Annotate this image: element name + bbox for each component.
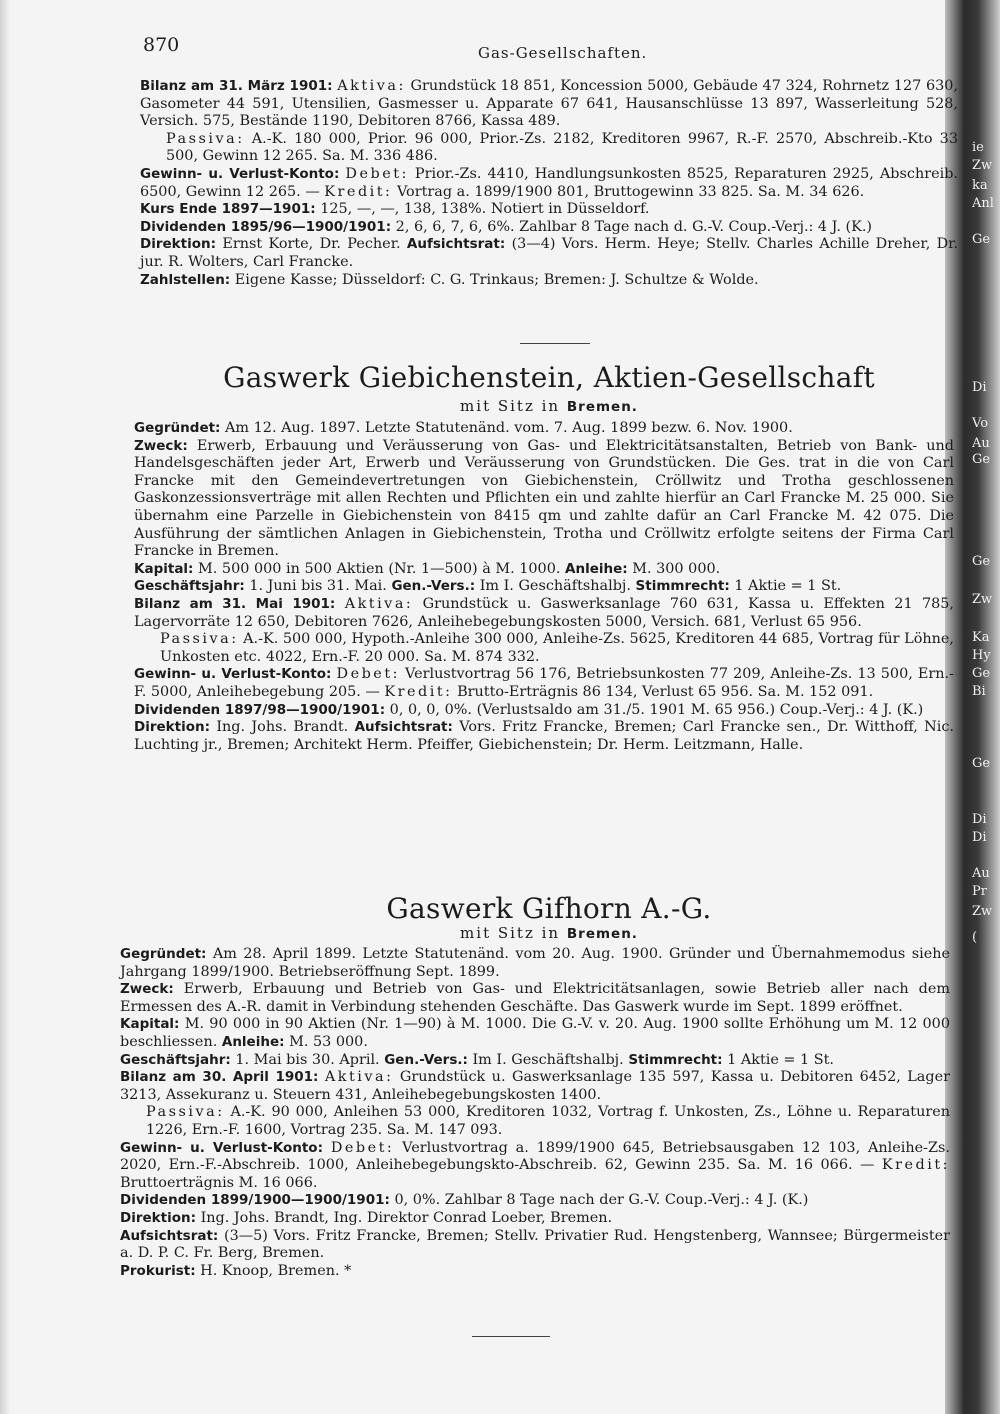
- liabilities-label: Passiva:: [166, 130, 245, 147]
- company-seat-gifhorn: [140, 924, 958, 942]
- fiscal-year-text: 1. Juni bis 31. Mai.: [249, 578, 387, 595]
- capital-paragraph: [120, 1016, 950, 1051]
- stock-price-label: Kurs Ende 1897—1901:: [140, 201, 316, 218]
- dividends-label: Dividenden 1897/98—1900/1901:: [134, 701, 386, 718]
- management-paragraph: [134, 719, 954, 754]
- purpose-paragraph: [134, 438, 954, 561]
- credit-text: Bruttoerträgnis M. 16 066.: [120, 1174, 318, 1191]
- capital-label: Kapital:: [120, 1016, 180, 1033]
- assets-label: Aktiva:: [344, 595, 414, 612]
- company-seat-giebichenstein: [140, 397, 958, 415]
- company-title-gifhorn: Gaswerk Gifhorn A.-G.: [386, 892, 712, 925]
- margin-fragment: Bi: [972, 684, 986, 699]
- fiscal-year-paragraph: [120, 1052, 950, 1070]
- previous-company-entry: [140, 78, 958, 289]
- liabilities-paragraph: [134, 631, 954, 666]
- purpose-text: Erwerb, Erbauung und Betrieb von Gas- und Elektricitätsanlagen, sowie Betrieb aller nach dem Ermessen des A.-R. damit in Verbindung stehenden Geschäfte. Das Gaswerk wurde im Sept. 1899 eröffnet.: [120, 981, 951, 1015]
- assets-label: Aktiva:: [337, 78, 406, 94]
- credit-label: Kredit:: [881, 1157, 950, 1174]
- margin-fragment: Vo: [972, 416, 989, 431]
- seat-prefix: mit Sitz in: [460, 924, 561, 942]
- debit-text: Prior.-Zs. 4410, Handlungsunkosten 8525, Reparaturen 2925, Abschreib. 6500, Gewinn 12 265. —: [140, 165, 958, 200]
- procurator-paragraph: [120, 1263, 950, 1281]
- fiscal-year-text: 1. Mai bis 30. April.: [235, 1051, 380, 1068]
- margin-fragment: Zw: [972, 592, 993, 607]
- capital-text: M. 90 000 in 90 Aktien (Nr. 1—90) à M. 1000. Die G.-V. v. 20. Aug. 1900 sollte Erhöhung um M. 12 000 beschliessen.: [120, 1016, 950, 1050]
- profit-loss-label: Gewinn- u. Verlust-Konto:: [134, 666, 332, 683]
- liabilities-paragraph: [120, 1104, 950, 1139]
- profit-loss-label: Gewinn- u. Verlust-Konto:: [140, 165, 340, 182]
- procurator-text: H. Knoop, Bremen. *: [200, 1262, 352, 1279]
- paying-agents-paragraph: [140, 272, 958, 290]
- gifhorn-entry: [120, 946, 950, 1280]
- seat-prefix: mit Sitz in: [460, 397, 561, 415]
- seat-city: Bremen.: [566, 926, 638, 942]
- supervisory-board-paragraph: [120, 1228, 950, 1263]
- founded-text: Am 28. April 1899. Letzte Statutenänd. vom 20. Aug. 1900. Gründer und Übernahmemodus siehe Jahrgang 1899/1900. Betriebseröffnung Sept. 1899.: [120, 946, 951, 980]
- margin-fragment: Au: [972, 436, 990, 451]
- margin-fragment: Ge: [972, 232, 991, 247]
- balance-label: Bilanz am 31. Mai 1901:: [134, 595, 336, 612]
- margin-fragment: Pr: [972, 884, 987, 899]
- voting-right-label: Stimmrecht:: [628, 1051, 723, 1068]
- capital-label: Kapital:: [134, 560, 194, 577]
- dividends-label: Dividenden 1899/1900—1900/1901:: [120, 1192, 390, 1209]
- margin-fragment: Zw: [972, 158, 993, 173]
- fiscal-year-label: Geschäftsjahr:: [120, 1051, 231, 1068]
- assets-text: Grundstück u. Gaswerksanlage 135 597, Kassa u. Debitoren 6452, Lager 3213, Assekuranz u. Steuern 431, Anleihebegebungskosten 1400.: [120, 1069, 950, 1103]
- page-number: 870: [143, 34, 180, 56]
- debit-text: Verlustvortrag 56 176, Betriebsunkosten 77 209, Anleihe-Zs. 13 500, Ern.-F. 5000, Anleihebegebung 205. —: [134, 666, 954, 700]
- founded-paragraph: [134, 420, 954, 438]
- balance-sheet-paragraph: [134, 596, 954, 631]
- purpose-label: Zweck:: [134, 437, 188, 454]
- liabilities-text: A.-K. 500 000, Hypoth.-Anleihe 300 000, Anleihe-Zs. 5625, Kreditoren 44 685, Vortrag für Löhne, Unkosten etc. 4022, Ern.-F. 20 000. Sa. M. 874 332.: [160, 631, 954, 665]
- credit-text: Brutto-Erträgnis 86 134, Verlust 65 956. Sa. M. 152 091.: [457, 683, 874, 700]
- purpose-text: Erwerb, Erbauung und Veräusserung von Gas- und Elektricitätsanstalten, Betrieb von Bank- und Handelsgeschäften jeder Art, Erwerb und Veräusserung von Grundstücken. Die Ges. trat in die von Carl Francke mit den Gemeindevertretungen von Giebichenstein, Cröllwitz und Trotha geschlossenen Gaskonzessionsverträge mit allen Rechten und Pflichten ein und zahlte hierfür an Carl Francke M. 25 000. Sie übernahm eine Parzelle in Giebichenstein von 8415 qm und zahlte dafür an Carl Francke M. 42 075. Die Ausführung der sämtlichen Anlagen in Giebichenstein, Trotha und Cröllwitz erfolgte seitens der Firma Carl Francke in Bremen.: [134, 437, 954, 560]
- margin-fragment: Ge: [972, 452, 991, 467]
- debit-label: Debet:: [330, 1139, 395, 1156]
- section-divider: [520, 343, 590, 344]
- capital-text: M. 500 000 in 500 Aktien (Nr. 1—500) à M. 1000.: [198, 560, 561, 577]
- margin-fragment: Ge: [972, 554, 991, 569]
- margin-fragment: Di: [972, 380, 987, 395]
- company-title-giebichenstein: Gaswerk Giebichenstein, Aktien-Gesellschaft: [223, 361, 875, 394]
- end-divider: [472, 1336, 550, 1337]
- adjacent-page-margin: [968, 0, 998, 1414]
- loan-text: M. 53 000.: [289, 1033, 368, 1050]
- giebichenstein-entry: [134, 420, 954, 754]
- liabilities-label: Passiva:: [160, 631, 239, 648]
- stock-price-paragraph: [140, 201, 958, 219]
- liabilities-text: A.-K. 90 000, Anleihen 53 000, Kreditoren 1032, Vortrag f. Unkosten, Zs., Löhne u. Reparaturen 1226, Ern.-F. 1600, Vortrag 235. Sa. M. 147 093.: [146, 1104, 950, 1138]
- margin-fragment: Di: [972, 830, 987, 845]
- margin-fragment: Au: [972, 866, 990, 881]
- capital-paragraph: [134, 561, 954, 579]
- stock-price-text: 125, —, —, 138, 138%. Notiert in Düsseldorf.: [320, 201, 650, 218]
- balance-sheet-paragraph: [140, 78, 958, 131]
- supervisory-board-text: Vors. Fritz Francke, Bremen; Carl Francke sen., Dr. Witthoff, Nic. Luchting jr., Bremen; Architekt Herm. Pfeiffer, Giebichenstein; Dr. Herm. Leitzmann, Halle.: [134, 719, 954, 753]
- credit-label: Kredit:: [384, 683, 453, 700]
- profit-loss-label: Gewinn- u. Verlust-Konto:: [120, 1139, 323, 1156]
- management-label: Direktion:: [134, 719, 210, 736]
- dividends-text: 0, 0, 0, 0%. (Verlustsaldo am 31./5. 1901 M. 65 956.) Coup.-Verj.: 4 J. (K.): [389, 701, 924, 718]
- margin-fragment: ka: [972, 178, 988, 193]
- dividends-text: 2, 6, 6, 7, 6, 6%. Zahlbar 8 Tage nach d. G.-V. Coup.-Verj.: 4 J. (K.): [395, 218, 873, 235]
- management-text: Ernst Korte, Dr. Pecher.: [222, 236, 401, 253]
- founded-paragraph: [120, 946, 950, 981]
- assets-text: Grundstück 18 851, Koncession 5000, Gebäude 47 324, Rohrnetz 127 630, Gasometer 44 591, Utensilien, Gasmesser u. Apparate 67 641, Hausanschlüsse 13 897, Wasserleitung 528, Versich. 575, Bestände 1190, Debitoren 8766, Kassa 489.: [140, 78, 959, 130]
- paying-agents-label: Zahlstellen:: [140, 271, 231, 288]
- management-paragraph: [120, 1210, 950, 1228]
- assets-label: Aktiva:: [324, 1069, 394, 1086]
- balance-label: Bilanz am 31. März 1901:: [140, 78, 333, 94]
- margin-fragment: ie: [972, 140, 984, 155]
- credit-text: Vortrag a. 1899/1900 801, Bruttogewinn 33 825. Sa. M. 34 626.: [396, 183, 865, 200]
- dividends-paragraph: [120, 1192, 950, 1210]
- management-label: Direktion:: [140, 236, 216, 253]
- supervisory-board-text: (3—5) Vors. Fritz Francke, Bremen; Stellv. Privatier Rud. Hengstenberg, Wannsee; Bürgermeister a. D. P. C. Fr. Berg, Bremen.: [120, 1227, 950, 1262]
- margin-fragment: Ka: [972, 630, 990, 645]
- liabilities-paragraph: [140, 131, 958, 166]
- dividends-label: Dividenden 1895/96—1900/1901:: [140, 218, 392, 235]
- liabilities-text: A.-K. 180 000, Prior. 96 000, Prior.-Zs. 2182, Kreditoren 9967, R.-F. 2570, Abschreib.-Kto 33 500, Gewinn 12 265. Sa. M. 336 486.: [166, 130, 958, 165]
- margin-fragment: (: [972, 930, 978, 945]
- supervisory-board-text: (3—4) Vors. Herm. Heye; Stellv. Charles Achille Dreher, Dr. jur. R. Wolters, Carl Francke.: [140, 236, 959, 270]
- profit-loss-paragraph: [120, 1140, 950, 1193]
- debit-label: Debet:: [336, 666, 400, 683]
- loan-label: Anleihe:: [221, 1033, 285, 1050]
- voting-right-text: 1 Aktie = 1 St.: [727, 1051, 835, 1068]
- debit-label: Debet:: [345, 165, 409, 182]
- fiscal-year-label: Geschäftsjahr:: [134, 578, 245, 595]
- founded-text: Am 12. Aug. 1897. Letzte Statutenänd. vom. 7. Aug. 1899 bezw. 6. Nov. 1900.: [225, 420, 793, 436]
- running-title: Gas-Gesellschaften.: [478, 44, 648, 62]
- dividends-paragraph: [140, 219, 958, 237]
- general-meeting-text: Im I. Geschäftshalbj.: [472, 1051, 624, 1068]
- supervisory-board-label: Aufsichtsrat:: [354, 719, 453, 736]
- general-meeting-label: Gen.-Vers.:: [391, 578, 476, 595]
- profit-loss-paragraph: [140, 166, 958, 201]
- debit-text: Verlustvortrag a. 1899/1900 645, Betriebsausgaben 12 103, Anleihe-Zs. 2020, Ern.-F.-Abschreib. 1000, Anleihebegebungskto-Abschreib. 62, Gewinn 235. Sa. M. 16 066. —: [120, 1139, 950, 1174]
- management-text: Ing. Johs. Brandt, Ing. Direktor Conrad Loeber, Bremen.: [200, 1209, 613, 1226]
- balance-label: Bilanz am 30. April 1901:: [120, 1069, 319, 1086]
- general-meeting-text: Im I. Geschäftshalbj.: [479, 578, 631, 595]
- founded-label: Gegründet:: [120, 946, 207, 962]
- management-paragraph: [140, 236, 958, 271]
- voting-right-label: Stimmrecht:: [635, 578, 730, 595]
- management-label: Direktion:: [120, 1209, 196, 1226]
- management-text: Ing. Johs. Brandt.: [216, 719, 349, 736]
- fiscal-year-paragraph: [134, 578, 954, 596]
- assets-text: Grundstück u. Gaswerksanlage 760 631, Kassa u. Effekten 21 785, Lagervorräte 12 650, Debitoren 7626, Anleihebegebungskosten 5000, Versich. 681, Verlust 65 956.: [134, 595, 955, 630]
- margin-fragment: Ge: [972, 756, 991, 771]
- margin-fragment: Ge: [972, 666, 991, 681]
- supervisory-board-label: Aufsichtsrat:: [406, 236, 506, 253]
- margin-fragment: Anl: [972, 196, 994, 211]
- scan-edge-left: [0, 0, 10, 1414]
- profit-loss-paragraph: [134, 666, 954, 701]
- paying-agents-text: Eigene Kasse; Düsseldorf: C. G. Trinkaus; Bremen: J. Schultze & Wolde.: [234, 271, 759, 288]
- purpose-paragraph: [120, 981, 950, 1016]
- general-meeting-label: Gen.-Vers.:: [384, 1051, 468, 1068]
- credit-label: Kredit:: [324, 183, 393, 200]
- supervisory-board-label: Aufsichtsrat:: [120, 1227, 219, 1244]
- margin-fragment: Hy: [972, 648, 991, 663]
- margin-fragment: Di: [972, 812, 987, 827]
- dividends-paragraph: [134, 702, 954, 720]
- loan-text: M. 300 000.: [632, 560, 721, 577]
- voting-right-text: 1 Aktie = 1 St.: [734, 578, 842, 595]
- dividends-text: 0, 0%. Zahlbar 8 Tage nach der G.-V. Coup.-Verj.: 4 J. (K.): [394, 1192, 809, 1209]
- founded-label: Gegründet:: [134, 420, 221, 436]
- loan-label: Anleihe:: [565, 560, 628, 577]
- seat-city: Bremen.: [566, 399, 638, 415]
- margin-fragment: Zw: [972, 904, 993, 919]
- purpose-label: Zweck:: [120, 981, 174, 998]
- balance-sheet-paragraph: [120, 1069, 950, 1104]
- liabilities-label: Passiva:: [146, 1104, 225, 1121]
- procurator-label: Prokurist:: [120, 1262, 196, 1279]
